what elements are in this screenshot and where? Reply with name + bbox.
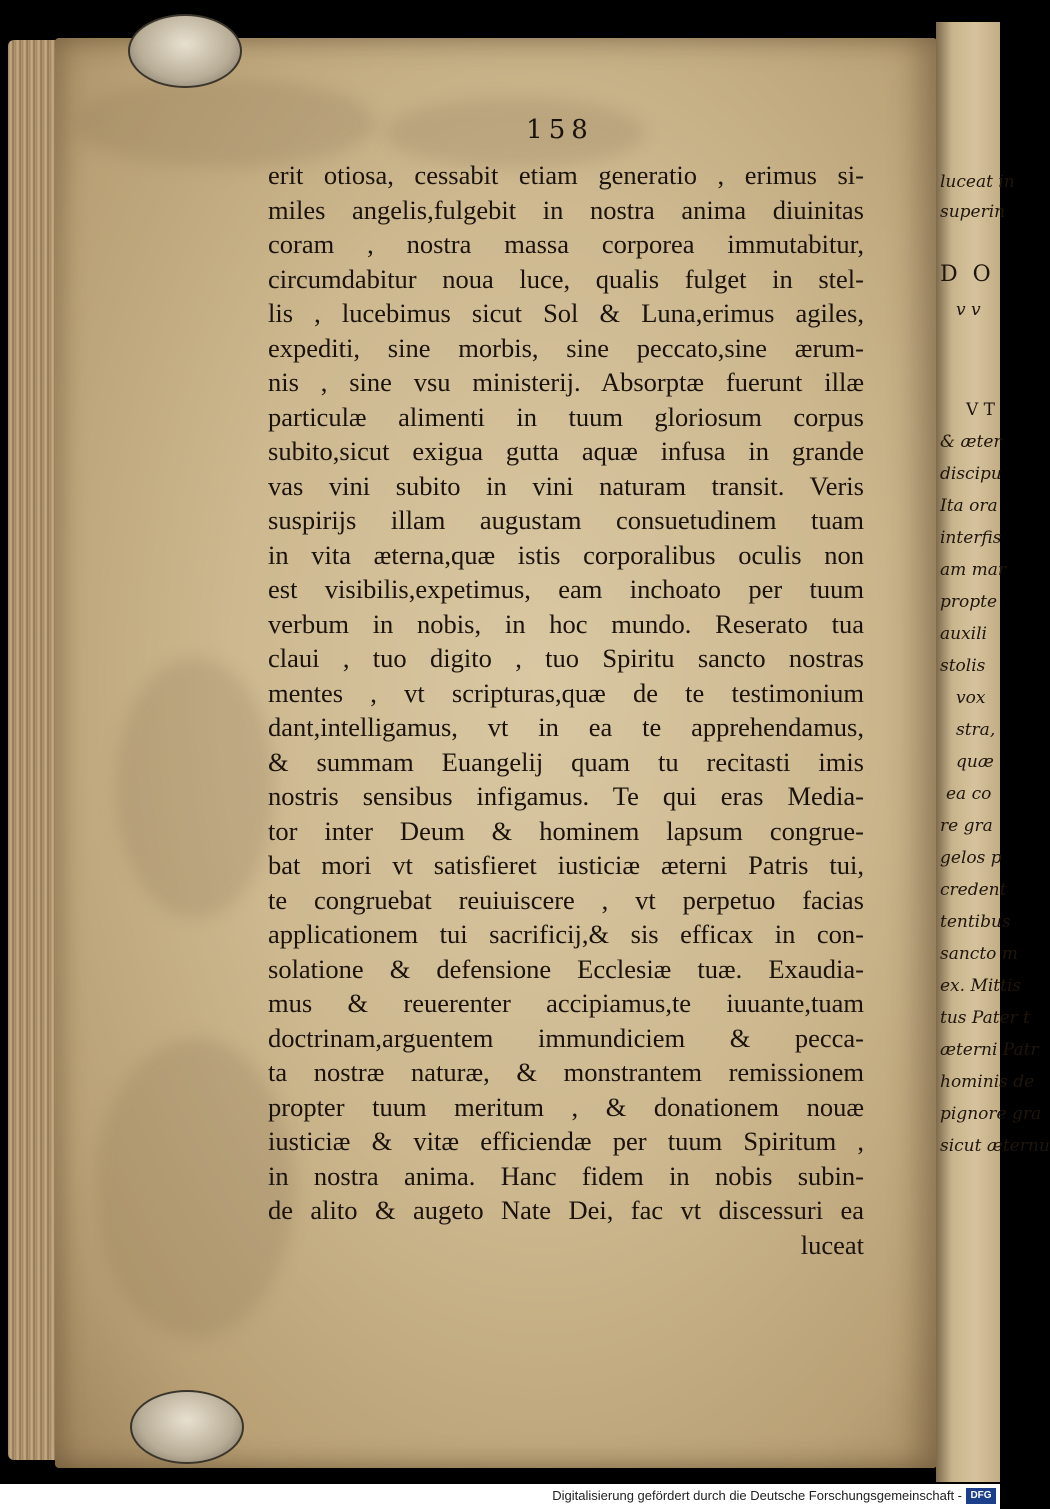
text-line: solatione & defensione Ecclesiæ tuæ. Exaudia- <box>268 953 864 984</box>
text-line: mus & reuerenter accipiamus,te iuuante,tuam <box>268 988 864 1018</box>
funding-credit: Digitalisierung gefördert durch die Deutsche Forschungsgemeinschaft - <box>552 1488 962 1503</box>
paper-stain <box>95 1038 295 1338</box>
facing-line: interfis <box>940 528 1002 548</box>
text-line: erit otiosa, cessabit etiam generatio , erimus si- <box>268 160 864 190</box>
facing-line: auxili <box>940 624 987 644</box>
facing-line: v v <box>956 300 981 320</box>
facing-line: vox <box>956 688 986 708</box>
facing-line: pignore gra <box>940 1104 1042 1124</box>
text-line: dant,intelligamus, vt in ea te apprehendamus, <box>268 712 864 742</box>
facing-line: sancto m <box>940 944 1018 964</box>
facing-line: superin <box>940 202 1006 222</box>
text-line: lis , lucebimus sicut Sol & Luna,erimus agiles, <box>268 298 864 328</box>
text-line: bat mori vt satisfieret iusticiæ æterni Patris tui, <box>268 850 864 880</box>
digitization-footer <box>0 1484 1000 1509</box>
facing-page <box>936 22 1050 1482</box>
text-line: doctrinam,arguentem immundiciem & pecca- <box>268 1022 864 1053</box>
body-text <box>268 158 864 1262</box>
text-line: in vita æterna,quæ istis corporalibus oculis non <box>268 539 864 570</box>
facing-line: sicut æternu <box>940 1136 1050 1156</box>
facing-line: credent <box>940 880 1007 900</box>
facing-line: stolis <box>940 656 986 676</box>
facing-line: ex. Mittis <box>940 976 1022 996</box>
top-clasp <box>128 14 242 88</box>
facing-line: V T <box>966 400 996 420</box>
text-line: miles angelis,fulgebit in nostra anima diuinitas <box>268 194 864 225</box>
text-line: nis , sine vsu ministerij. Absorptæ fuerunt illæ <box>268 367 864 397</box>
text-line: ta nostræ naturæ, & monstrantem remissionem <box>268 1057 864 1087</box>
text-line: in nostra anima. Hanc fidem in nobis subin- <box>268 1160 864 1191</box>
facing-line: ea co <box>946 784 992 804</box>
text-line: propter tuum meritum , & donationem nouæ <box>268 1091 864 1122</box>
text-line: claui , tuo digito , tuo Spiritu sancto nostras <box>268 643 864 673</box>
facing-line: am mar <box>940 560 1007 580</box>
text-line: particulæ alimenti in tuum gloriosum corpus <box>268 401 864 432</box>
catchword: luceat <box>800 1229 864 1260</box>
page-number: 158 <box>526 115 594 145</box>
paper-stain <box>115 658 275 918</box>
paper-stain <box>75 78 375 168</box>
bottom-clasp <box>130 1390 244 1464</box>
text-line: & summam Euangelij quam tu recitasti imis <box>268 746 864 777</box>
facing-line: luceat in <box>940 172 1015 192</box>
facing-line: hominis de <box>940 1072 1035 1092</box>
facing-line: tentibus <box>940 912 1011 932</box>
text-line: tor inter Deum & hominem lapsum congrue- <box>268 815 864 846</box>
facing-line: gelos p <box>940 848 1002 868</box>
text-line: mentes , vt scripturas,quæ de te testimonium <box>268 677 864 708</box>
text-line: est visibilis,expetimus, eam inchoato per tuum <box>268 574 864 604</box>
text-line: te congruebat reuiuiscere , vt perpetuo facias <box>268 884 864 915</box>
text-line: verbum in nobis, in hoc mundo. Reserato tua <box>268 608 864 639</box>
facing-line: discipu <box>940 464 1002 484</box>
dfg-logo: DFG <box>966 1488 996 1504</box>
text-line: circumdabitur noua luce, qualis fulget in stel- <box>268 263 864 294</box>
facing-line: quæ <box>956 752 994 772</box>
facing-line: re gra <box>940 816 993 836</box>
facing-heading: D O <box>940 262 995 287</box>
text-line: suspirijs illam augustam consuetudinem tuam <box>268 505 864 535</box>
text-line: iusticiæ & vitæ efficiendæ per tuum Spiritum , <box>268 1126 864 1156</box>
facing-line: propte <box>940 592 998 612</box>
text-line: coram , nostra massa corporea immutabitur, <box>268 229 864 259</box>
facing-line: & æter <box>940 432 1002 452</box>
text-line: de alito & augeto Nate Dei, fac vt discessuri ea <box>268 1195 864 1225</box>
text-line: nostris sensibus infigamus. Te qui eras Media- <box>268 781 864 811</box>
text-line: subito,sicut exigua gutta aquæ infusa in grande <box>268 436 864 466</box>
facing-line: Ita ora <box>940 496 998 516</box>
text-line: vas vini subito in vini naturam transit. Veris <box>268 470 864 501</box>
facing-line: æterni Patr <box>940 1040 1039 1060</box>
facing-line: tus Pater t <box>940 1008 1030 1028</box>
text-line: expediti, sine morbis, sine peccato,sine ærum- <box>268 332 864 363</box>
text-line: applicationem tui sacrificij,& sis efficax in con- <box>268 919 864 949</box>
facing-line: stra, <box>956 720 996 740</box>
